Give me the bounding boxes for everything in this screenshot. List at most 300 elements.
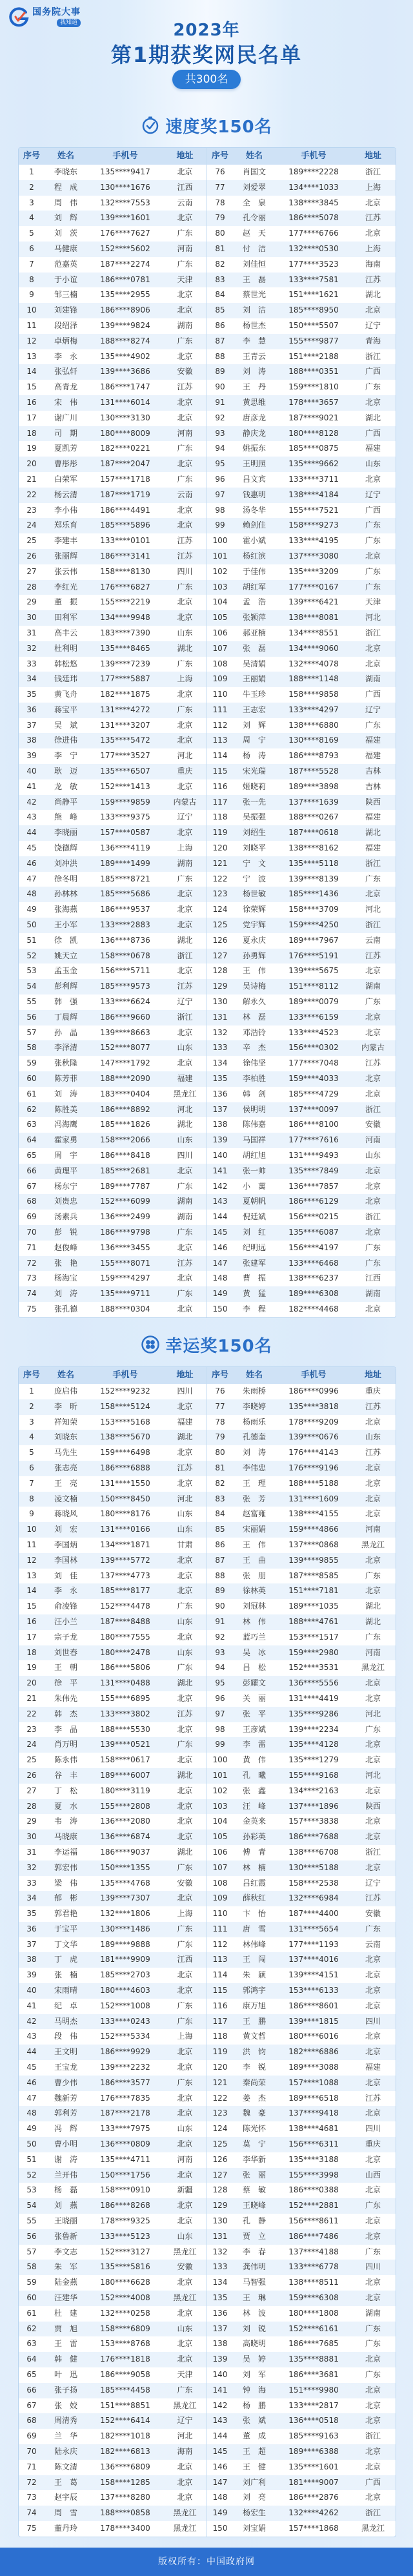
name-cell: 徐林英: [242, 1586, 266, 1596]
table-row: [19, 1922, 396, 1937]
table-row: [19, 994, 396, 1010]
name-cell: 林伟峰: [242, 1939, 266, 1949]
name-cell: 郭宏伟: [54, 1862, 77, 1872]
left-entry: [19, 242, 206, 257]
right-entry: [206, 641, 394, 657]
seq-cell: 48: [26, 889, 37, 899]
phone-cell: 188****5530: [100, 1724, 150, 1734]
right-entry: [206, 626, 394, 641]
phone-cell: 136****0809: [100, 2139, 150, 2149]
left-entry: [19, 963, 206, 979]
seq-cell: 40: [26, 1986, 37, 1995]
phone-cell: 156****6311: [288, 2139, 339, 2149]
address-cell: 广东: [177, 1663, 193, 1673]
table-row: [19, 580, 396, 595]
name-cell: 蒋宝平: [54, 705, 77, 714]
address-cell: 浙江: [365, 1847, 381, 1857]
name-cell: 钱廷玮: [54, 674, 77, 684]
seq-cell: 36: [26, 705, 37, 714]
table-header: [19, 148, 396, 165]
address-cell: 江苏: [365, 1448, 381, 1458]
address-cell: 重庆: [177, 767, 193, 776]
clover-icon: [141, 1335, 160, 1354]
left-entry: [19, 1040, 206, 1056]
right-entry: [206, 1983, 394, 1999]
seq-cell: 94: [215, 444, 225, 453]
phone-cell: 133****4297: [288, 705, 339, 714]
seq-cell: 64: [26, 2354, 37, 2364]
seq-cell: 23: [26, 1724, 37, 1734]
left-entry: [19, 1461, 206, 1476]
right-entry: [206, 1399, 394, 1415]
address-cell: 安徽: [365, 1909, 381, 1919]
address-cell: 北京: [365, 1740, 381, 1749]
name-cell: 梁 伟: [54, 1878, 77, 1888]
left-entry: [19, 2029, 206, 2045]
name-cell: 朱 军: [54, 2262, 77, 2272]
name-cell: 全 泉: [242, 198, 266, 207]
address-cell: 北京: [177, 905, 193, 914]
left-entry: [19, 1660, 206, 1676]
address-cell: 广东: [177, 874, 193, 883]
address-cell: 广东: [365, 382, 381, 392]
address-cell: 河南: [177, 2154, 193, 2164]
left-entry: [19, 441, 206, 457]
header-name: 姓名: [245, 151, 263, 161]
right-entry: [206, 963, 394, 979]
right-entry: [206, 1194, 394, 1210]
address-cell: 江苏: [365, 274, 381, 284]
seq-cell: 142: [212, 1181, 228, 1191]
name-cell: 汪 峰: [242, 1801, 266, 1811]
left-entry: [19, 657, 206, 672]
right-entry: [206, 2444, 394, 2460]
phone-cell: 158****2066: [100, 1135, 150, 1145]
phone-cell: 135****9711: [100, 1289, 150, 1299]
address-cell: 北京: [177, 1242, 193, 1252]
name-cell: 于小谊: [54, 274, 77, 284]
name-cell: 卓炳梅: [54, 336, 77, 345]
seq-cell: 96: [215, 474, 225, 484]
seq-cell: 20: [26, 1678, 37, 1688]
header-seq: 序号: [211, 1370, 228, 1380]
address-cell: 浙江: [365, 351, 381, 361]
right-entry: [206, 533, 394, 549]
name-cell: 刘贵忠: [54, 1197, 77, 1206]
seq-cell: 141: [212, 1166, 228, 1175]
name-cell: 黄 猛: [242, 1289, 266, 1299]
address-cell: 湖北: [365, 1602, 381, 1611]
name-cell: 孙彩英: [242, 1832, 266, 1842]
name-cell: 马健康: [54, 243, 77, 253]
name-cell: 刘冠林: [242, 1602, 266, 1611]
speed-award-table: [18, 147, 396, 1318]
phone-cell: 186****8906: [100, 305, 150, 315]
phone-cell: 186****6129: [288, 1197, 339, 1206]
phone-cell: 189****3088: [288, 2063, 339, 2072]
seq-cell: 128: [212, 2185, 228, 2195]
table-row: [19, 1194, 396, 1210]
left-entry: [19, 2413, 206, 2429]
left-entry: [19, 1102, 206, 1118]
left-entry: [19, 2260, 206, 2275]
right-entry: [206, 1522, 394, 1538]
name-cell: 刘 燕: [54, 2201, 77, 2210]
table-row: [19, 1983, 396, 1999]
address-cell: 江苏: [365, 2093, 381, 2103]
seq-cell: 79: [215, 1432, 225, 1442]
phone-cell: 132****0530: [288, 243, 339, 253]
address-cell: 浙江: [365, 2431, 381, 2441]
name-cell: 莫 宁: [242, 2139, 266, 2149]
address-cell: 广东: [177, 582, 193, 592]
phone-cell: 189****1499: [100, 858, 150, 868]
name-cell: 王 磊: [242, 274, 266, 284]
seq-cell: 135: [212, 1074, 228, 1084]
address-cell: 上海: [177, 674, 193, 684]
seq-cell: 25: [26, 536, 37, 546]
seq-cell: 140: [212, 1151, 228, 1160]
phone-cell: 132****4262: [288, 2508, 339, 2518]
seq-cell: 13: [26, 351, 37, 361]
address-cell: 北京: [177, 2047, 193, 2057]
table-row: [19, 2475, 396, 2491]
seq-cell: 148: [212, 2493, 228, 2502]
seq-cell: 119: [212, 2047, 228, 2057]
seq-cell: 133: [212, 2262, 228, 2272]
name-cell: 孔令丽: [242, 213, 266, 223]
phone-cell: 177****0167: [288, 582, 339, 592]
address-cell: 北京: [365, 2493, 381, 2502]
left-entry: [19, 303, 206, 318]
name-cell: 张孔德: [54, 1304, 77, 1314]
name-cell: 韩松悠: [54, 659, 77, 668]
seq-cell: 103: [212, 1801, 228, 1811]
right-entry: [206, 1614, 394, 1630]
left-entry: [19, 810, 206, 825]
phone-cell: 152****6161: [288, 2324, 339, 2333]
address-cell: 广东: [365, 1571, 381, 1580]
right-entry: [206, 2352, 394, 2367]
name-cell: 杨红滨: [242, 551, 266, 561]
seq-cell: 50: [26, 2139, 37, 2149]
phone-cell: 135****8881: [288, 2354, 339, 2364]
left-entry: [19, 1829, 206, 1845]
right-entry: [206, 1845, 394, 1860]
table-row: [19, 657, 396, 672]
phone-cell: 189****0079: [288, 997, 339, 1007]
name-cell: 汤素兵: [54, 1212, 77, 1222]
name-cell: 王小军: [54, 920, 77, 930]
address-cell: 湖北: [177, 1120, 193, 1129]
phone-cell: 135****1279: [288, 1755, 339, 1765]
phone-cell: 176****7835: [100, 2093, 150, 2103]
phone-cell: 159****2980: [288, 1647, 339, 1657]
left-entry: [19, 1814, 206, 1829]
left-entry: [19, 1210, 206, 1225]
table-row: [19, 1845, 396, 1860]
seq-cell: 16: [26, 397, 37, 407]
name-cell: 尚静平: [54, 797, 77, 807]
phone-cell: 187****2047: [100, 459, 150, 469]
name-cell: 侯明明: [242, 1104, 266, 1114]
right-entry: [206, 872, 394, 887]
name-cell: 洪 钧: [242, 2047, 266, 2057]
phone-cell: 185****1826: [100, 1120, 150, 1129]
name-cell: 耿 迈: [54, 767, 77, 776]
phone-cell: 186****9929: [100, 2047, 150, 2057]
right-entry: [206, 1999, 394, 2014]
address-cell: 北京: [177, 1893, 193, 1903]
left-entry: [19, 933, 206, 949]
seq-cell: 30: [26, 1832, 37, 1842]
name-cell: 静庆龙: [242, 428, 266, 438]
seq-cell: 130: [212, 2216, 228, 2226]
address-cell: 广东: [177, 1939, 193, 1949]
address-cell: 北京: [177, 1273, 193, 1283]
seq-cell: 97: [215, 1709, 225, 1718]
phone-cell: 138****8081: [288, 613, 339, 623]
left-entry: [19, 825, 206, 841]
left-entry: [19, 1983, 206, 1999]
seq-cell: 15: [26, 1602, 37, 1611]
name-cell: 李伟忠: [242, 1463, 266, 1472]
phone-cell: 189****1035: [288, 1602, 339, 1611]
address-cell: 北京: [365, 2385, 381, 2395]
total-badge: 共300名: [172, 70, 241, 89]
name-cell: 关 丽: [242, 1693, 266, 1703]
left-entry: [19, 2291, 206, 2306]
seq-cell: 60: [26, 2293, 37, 2303]
phone-cell: 138****8162: [288, 843, 339, 853]
table-row: [19, 2336, 396, 2352]
phone-cell: 188****1148: [288, 674, 339, 684]
address-cell: 广东: [177, 2077, 193, 2087]
address-cell: 河南: [177, 428, 193, 438]
left-entry: [19, 1999, 206, 2014]
phone-cell: 135****9286: [288, 1709, 339, 1718]
header-name: 姓名: [245, 1370, 263, 1380]
seq-cell: 74: [26, 1289, 37, 1299]
left-entry: [19, 518, 206, 533]
right-entry: [206, 287, 394, 303]
name-cell: 吕红霞: [242, 1878, 266, 1888]
seq-cell: 73: [26, 1273, 37, 1283]
phone-cell: 156****5711: [100, 966, 150, 976]
left-entry: [19, 672, 206, 687]
seq-cell: 107: [212, 643, 228, 653]
seq-cell: 66: [26, 2385, 37, 2395]
table-row: [19, 1753, 396, 1768]
right-entry: [206, 2429, 394, 2444]
address-cell: 安徽: [177, 1878, 193, 1888]
phone-cell: 180****6016: [288, 2032, 339, 2041]
name-cell: 李 晶: [54, 1724, 77, 1734]
name-cell: 宋丽娟: [242, 1525, 266, 1534]
name-cell: 范嘉英: [54, 259, 77, 269]
name-cell: 张 朋: [242, 1571, 266, 1580]
left-entry: [19, 549, 206, 564]
left-entry: [19, 1522, 206, 1538]
phone-cell: 136****2499: [100, 1212, 150, 1222]
table-row: [19, 872, 396, 887]
phone-cell: 158****0678: [100, 951, 150, 960]
phone-cell: 156****4197: [288, 1242, 339, 1252]
left-entry: [19, 1025, 206, 1041]
address-cell: 湖北: [365, 828, 381, 838]
phone-cell: 157****1868: [288, 2523, 339, 2533]
table-row: [19, 1399, 396, 1415]
seq-cell: 92: [215, 1632, 225, 1642]
left-entry: [19, 287, 206, 303]
name-cell: 李晓东: [54, 167, 77, 176]
address-cell: 江苏: [177, 1709, 193, 1718]
address-cell: 河南: [365, 1525, 381, 1534]
name-cell: 徐进伟: [54, 736, 77, 745]
right-entry: [206, 1676, 394, 1691]
seq-cell: 142: [212, 2400, 228, 2410]
left-entry: [19, 2398, 206, 2414]
seq-cell: 93: [215, 1647, 225, 1657]
address-cell: 广东: [365, 566, 381, 576]
right-entry: [206, 595, 394, 610]
phone-cell: 133****7581: [288, 274, 339, 284]
seq-cell: 120: [212, 843, 228, 853]
seq-cell: 15: [26, 382, 37, 392]
right-entry: [206, 1768, 394, 1784]
address-cell: 云南: [365, 935, 381, 945]
name-cell: 段绍泽: [54, 320, 77, 330]
phone-cell: 135****3209: [288, 566, 339, 576]
address-cell: 山东: [365, 1151, 381, 1160]
phone-cell: 133****0101: [100, 536, 150, 546]
seq-cell: 121: [212, 2077, 228, 2087]
seq-cell: 82: [215, 1478, 225, 1488]
phone-cell: 188****8274: [100, 336, 150, 345]
phone-cell: 136****6809: [100, 2462, 150, 2471]
seq-cell: 72: [26, 1258, 37, 1268]
name-cell: 田利军: [54, 613, 77, 623]
address-cell: 广东: [177, 474, 193, 484]
address-cell: 内蒙古: [361, 1043, 385, 1053]
table-row: [19, 703, 396, 718]
phone-cell: 150****8450: [100, 1494, 150, 1503]
name-cell: 卞 怡: [242, 1909, 266, 1919]
name-cell: 张颖萍: [242, 613, 266, 623]
address-cell: 北京: [177, 505, 193, 515]
name-cell: 王宝龙: [54, 2063, 77, 2072]
name-cell: 纪明远: [242, 1242, 266, 1252]
name-cell: 邓浩铃: [242, 1027, 266, 1037]
left-entry: [19, 979, 206, 994]
address-cell: 北京: [177, 828, 193, 838]
page-title: 第1期获奖网民名单: [110, 43, 303, 67]
right-entry: [206, 242, 394, 257]
address-cell: 吉林: [365, 781, 381, 791]
address-cell: 四川: [365, 2124, 381, 2134]
right-entry: [206, 2291, 394, 2306]
seq-cell: 38: [26, 736, 37, 745]
phone-cell: 159****9859: [100, 797, 150, 807]
address-cell: 北京: [177, 1058, 193, 1068]
address-cell: 北京: [365, 1089, 381, 1098]
name-cell: 韩 杰: [54, 1709, 77, 1718]
address-cell: 四川: [365, 2262, 381, 2272]
name-cell: 吕文宾: [242, 474, 266, 484]
phone-cell: 151****8112: [288, 982, 339, 991]
name-cell: 朱伟先: [54, 1693, 77, 1703]
right-entry: [206, 2091, 394, 2107]
address-cell: 辽宁: [365, 320, 381, 330]
table-row: [19, 503, 396, 519]
phone-cell: 186****6888: [100, 1463, 150, 1472]
table-row: [19, 949, 396, 964]
left-entry: [19, 856, 206, 872]
address-cell: 陕西: [365, 1801, 381, 1811]
seq-cell: 127: [212, 2170, 228, 2179]
seq-cell: 22: [26, 489, 37, 499]
address-cell: 广东: [365, 1632, 381, 1642]
address-cell: 广东: [365, 536, 381, 546]
phone-cell: 130****5188: [288, 1862, 339, 1872]
left-entry: [19, 2322, 206, 2337]
phone-cell: 139****2232: [100, 2063, 150, 2072]
address-cell: 北京: [177, 2493, 193, 2502]
name-cell: 韩 健: [54, 2354, 77, 2364]
address-cell: 湖南: [177, 1212, 193, 1222]
address-cell: 北京: [365, 1786, 381, 1795]
name-cell: 刘 涛: [54, 1289, 77, 1299]
address-cell: 北京: [365, 1970, 381, 1980]
table-row: [19, 963, 396, 979]
phone-cell: 180****8009: [100, 428, 150, 438]
address-cell: 湖北: [177, 1770, 193, 1780]
phone-cell: 153****8768: [100, 2339, 150, 2349]
seq-cell: 43: [26, 2032, 37, 2041]
seq-cell: 31: [26, 1847, 37, 1857]
phone-cell: 186****0781: [100, 274, 150, 284]
seq-cell: 23: [26, 505, 37, 515]
seq-cell: 12: [26, 336, 37, 345]
phone-cell: 158****0617: [100, 1755, 150, 1765]
table-row: [19, 1968, 396, 1983]
address-cell: 广东: [177, 2016, 193, 2026]
right-entry: [206, 1538, 394, 1553]
phone-cell: 150****1756: [100, 2170, 150, 2179]
table-row: [19, 1102, 396, 1118]
seq-cell: 77: [215, 182, 225, 192]
table-row: [19, 533, 396, 549]
left-entry: [19, 2168, 206, 2183]
left-entry: [19, 1784, 206, 1799]
name-cell: 李小伟: [54, 505, 77, 515]
table-row: [19, 1507, 396, 1522]
right-entry: [206, 825, 394, 841]
address-cell: 北京: [177, 2139, 193, 2149]
address-cell: 北京: [365, 2416, 381, 2426]
left-entry: [19, 1010, 206, 1025]
phone-cell: 187****8585: [288, 1571, 339, 1580]
seq-cell: 113: [212, 1955, 228, 1964]
seq-cell: 11: [26, 320, 37, 330]
address-cell: 湖北: [177, 1847, 193, 1857]
address-cell: 河南: [365, 1647, 381, 1657]
right-entry: [206, 196, 394, 211]
name-cell: 党宇辉: [242, 920, 266, 930]
phone-cell: 158****6809: [100, 2324, 150, 2333]
table-row: [19, 2091, 396, 2107]
name-cell: 李 昕: [54, 1401, 77, 1411]
